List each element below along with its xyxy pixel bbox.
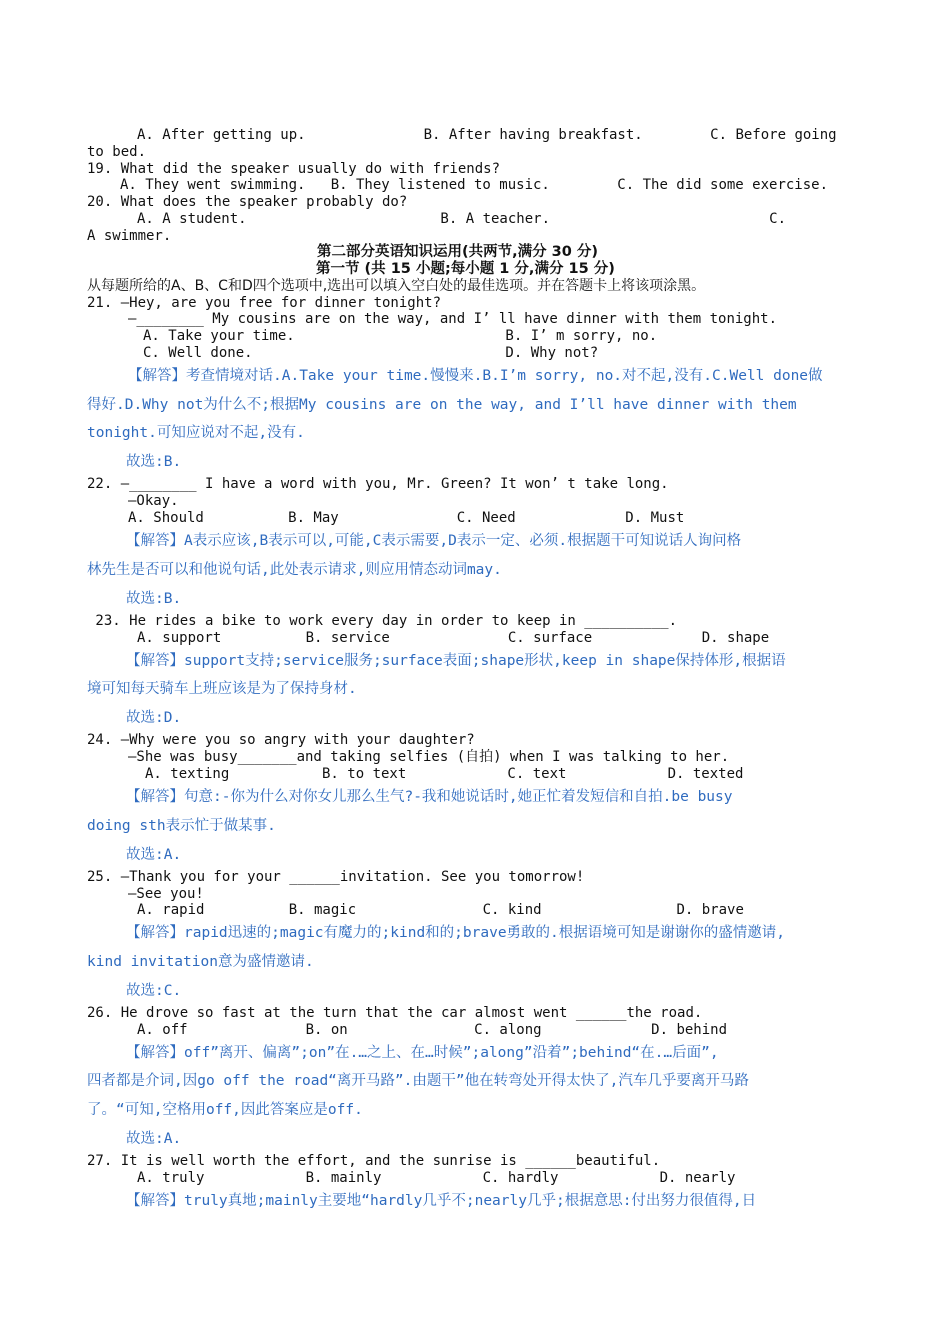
- q23-explanation-line1: 【解答】support支持;service服务;surface表面;shape形状,keep in shape保持体形,根据语: [126, 653, 786, 669]
- q21-options-line1: A. Take your time. B. I’ m sorry, no.: [143, 328, 658, 344]
- q21-explanation-line2: 得好.D.Why not为什么不;根据My cousins are on the way, and I’ll have dinner with them: [87, 397, 797, 413]
- q26-answer: 故选:A.: [126, 1131, 182, 1147]
- q27-stem: 27. It is well worth the effort, and the sunrise is ______beautiful.: [87, 1153, 661, 1169]
- q24-stem: 24. —Why were you so angry with your daughter?: [87, 732, 475, 748]
- q24-answer: 故选:A.: [126, 847, 182, 863]
- section-instruction: 从每题所给的A、B、C和D四个选项中,选出可以填入空白处的最佳选项。并在答题卡上将该项涂黑。: [87, 278, 706, 294]
- q18-options-line1: A. After getting up. B. After having breakfast. C. Before going: [137, 127, 837, 143]
- q24-explanation-line2: doing sth表示忙于做某事.: [87, 818, 276, 834]
- q18-options-line2: to bed.: [87, 144, 147, 160]
- q23-options: A. support B. service C. surface D. shape: [137, 630, 770, 646]
- q20-options-line1: A. A student. B. A teacher. C.: [137, 211, 787, 227]
- part-title: 第二部分英语知识运用(共两节,满分 30 分): [317, 244, 599, 260]
- section-title: 第一节 (共 15 小题;每小题 1 分,满分 15 分): [316, 261, 615, 277]
- q21-stem: 21. —Hey, are you free for dinner tonight?: [87, 295, 442, 311]
- q22-line2: —Okay.: [128, 493, 179, 509]
- q25-answer: 故选:C.: [126, 983, 182, 999]
- q22-explanation-line1: 【解答】A表示应该,B表示可以,可能,C表示需要,D表示一定、必须.根据题干可知说话人询问格: [126, 533, 742, 549]
- q24-line2: —She was busy_______and taking selfies (自拍) when I was talking to her.: [128, 749, 730, 765]
- q24-options: A. texting B. to text C. text D. texted: [145, 766, 744, 782]
- q27-options: A. truly B. mainly C. hardly D. nearly: [137, 1170, 736, 1186]
- q25-options: A. rapid B. magic C. kind D. brave: [137, 902, 744, 918]
- q24-explanation-line1: 【解答】句意:-你为什么对你女儿那么生气?-我和她说话时,她正忙着发短信和自拍.be busy: [126, 789, 733, 805]
- q25-explanation-line2: kind invitation意为盛情邀请.: [87, 954, 314, 970]
- q21-options-line2: C. Well done. D. Why not?: [143, 345, 599, 361]
- q27-explanation-line1: 【解答】truly真地;mainly主要地“hardly几乎不;nearly几乎;根据意思:付出努力很值得,日: [126, 1193, 757, 1209]
- q21-answer: 故选:B.: [126, 454, 182, 470]
- q22-answer: 故选:B.: [126, 591, 182, 607]
- q23-answer: 故选:D.: [126, 710, 182, 726]
- q26-explanation-line3: 了。“可知,空格用off,因此答案应是off.: [87, 1102, 363, 1118]
- q20-options-line2: A swimmer.: [87, 228, 172, 244]
- q22-options: A. Should B. May C. Need D. Must: [128, 510, 685, 526]
- q25-stem: 25. —Thank you for your ______invitation. See you tomorrow!: [87, 869, 585, 885]
- q25-line2: —See you!: [128, 886, 204, 902]
- q26-explanation-line2: 四者都是介词,因go off the road“离开马路”.由题干”他在转弯处开得太快了,汽车几乎要离开马路: [87, 1073, 749, 1089]
- q22-explanation-line2: 林先生是否可以和他说句话,此处表示请求,则应用情态动词may.: [87, 562, 502, 578]
- q23-explanation-line2: 境可知每天骑车上班应该是为了保持身材.: [87, 681, 357, 697]
- q19-stem: 19. What did the speaker usually do with friends?: [87, 161, 501, 177]
- q19-options: A. They went swimming. B. They listened to music. C. The did some exercise.: [120, 177, 829, 193]
- q21-line2: —________ My cousins are on the way, and I’ ll have dinner with them tonight.: [128, 311, 778, 327]
- q26-options: A. off B. on C. along D. behind: [137, 1022, 728, 1038]
- q26-stem: 26. He drove so fast at the turn that the car almost went ______the road.: [87, 1005, 703, 1021]
- q26-explanation-line1: 【解答】off”离开、偏离”;on”在.…之上、在…时候”;along”沿着”;behind“在.…后面”,: [126, 1045, 719, 1061]
- q22-stem: 22. —________ I have a word with you, Mr. Green? It won’ t take long.: [87, 476, 669, 492]
- q25-explanation-line1: 【解答】rapid迅速的;magic有魔力的;kind和的;brave勇敢的.根据语境可知是谢谢你的盛情邀请,: [126, 925, 786, 941]
- q20-stem: 20. What does the speaker probably do?: [87, 194, 408, 210]
- q21-explanation-line3: tonight.可知应说对不起,没有.: [87, 425, 305, 441]
- q21-explanation-line1: 【解答】考查情境对话.A.Take your time.慢慢来.B.I’m sorry, no.对不起,没有.C.Well done做: [128, 368, 823, 384]
- q23-stem: 23. He rides a bike to work every day in order to keep in __________.: [87, 613, 678, 629]
